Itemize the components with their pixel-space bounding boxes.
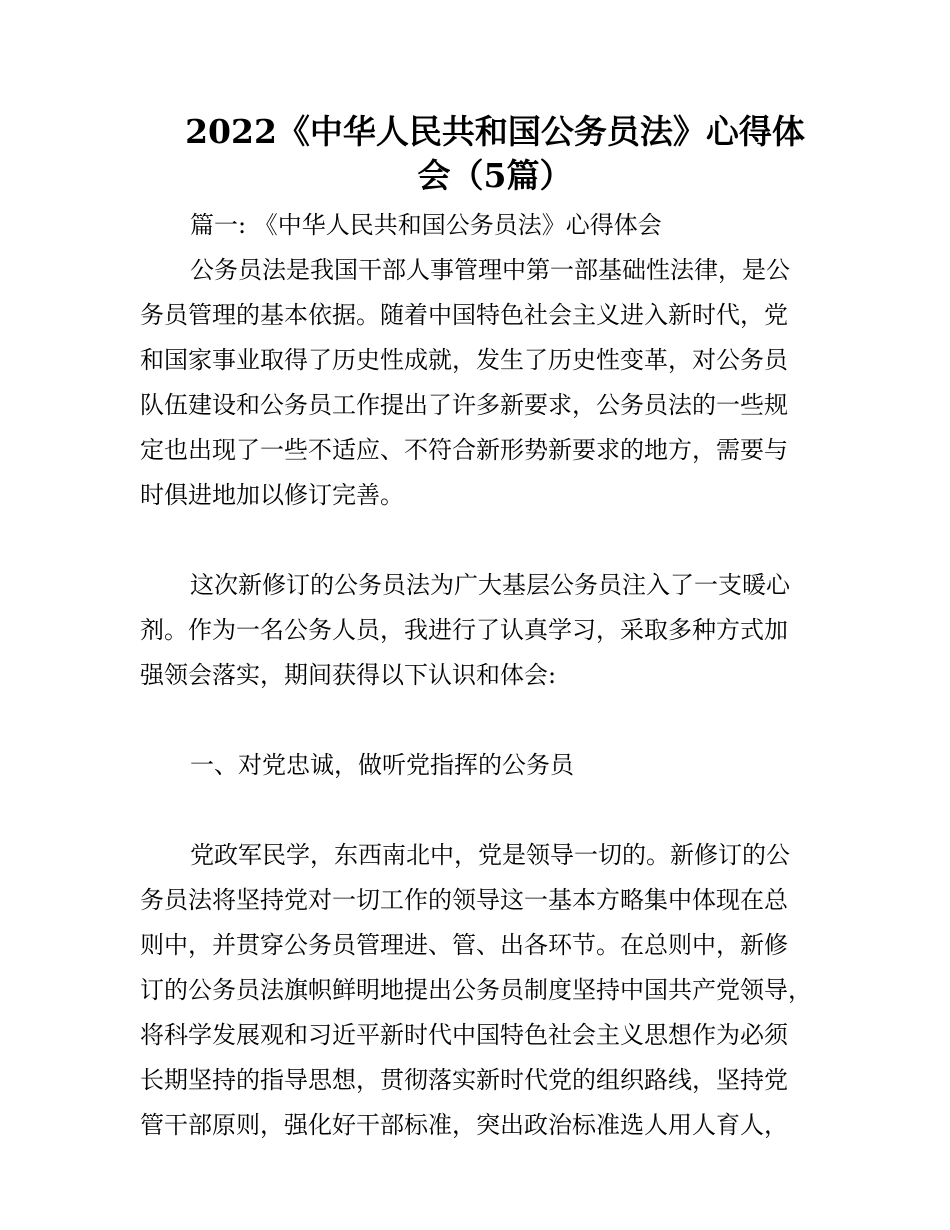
para1-line: 公务员法是我国干部人事管理中第一部基础性法律，是公	[190, 256, 790, 284]
blank-line	[140, 518, 830, 563]
para1-line: 和国家事业取得了历史性成就，发生了历史性变革，对公务员	[140, 346, 788, 374]
document-title	[145, 110, 845, 198]
title-line-1: 2022《中华人民共和国公务员法》心得体	[185, 112, 805, 151]
para2-line: 强领会落实，期间获得以下认识和体会:	[140, 661, 557, 689]
para1-line: 定也出现了一些不适应、不符合新形势新要求的地方，需要与	[140, 436, 788, 464]
para1-line: 队伍建设和公务员工作提出了许多新要求，公务员法的一些规	[140, 391, 788, 419]
blank-line	[140, 698, 830, 743]
blank-line	[140, 788, 830, 833]
para3-line: 订的公务员法旗帜鲜明地提出公务员制度坚持中国共产党领导，	[140, 976, 812, 1004]
para3-line: 则中，并贯穿公务员管理进、管、出各环节。在总则中，新修	[140, 931, 788, 959]
para3-line: 长期坚持的指导思想，贯彻落实新时代党的组织路线，坚持党	[140, 1066, 788, 1094]
section-heading: 一、对党忠诚，做听党指挥的公务员	[190, 751, 574, 779]
para3-line: 管干部原则，强化好干部标准，突出政治标准选人用人育人，	[140, 1111, 788, 1139]
document-body	[140, 203, 830, 1148]
para3-line: 党政军民学，东西南北中，党是领导一切的。新修订的公	[190, 841, 790, 869]
title-line-2: 会（5篇）	[417, 156, 573, 195]
para3-line: 将科学发展观和习近平新时代中国特色社会主义思想作为必须	[140, 1021, 788, 1049]
para2-line: 剂。作为一名公务人员，我进行了认真学习，采取多种方式加	[140, 616, 788, 644]
para1-line: 时俱进地加以修订完善。	[140, 481, 404, 509]
para3-line: 务员法将坚持党对一切工作的领导这一基本方略集中体现在总	[140, 886, 788, 914]
para1-line: 务员管理的基本依据。随着中国特色社会主义进入新时代，党	[140, 301, 788, 329]
section-subtitle: 篇一: 《中华人民共和国公务员法》心得体会	[190, 211, 662, 239]
para2-line: 这次新修订的公务员法为广大基层公务员注入了一支暖心	[190, 571, 790, 599]
